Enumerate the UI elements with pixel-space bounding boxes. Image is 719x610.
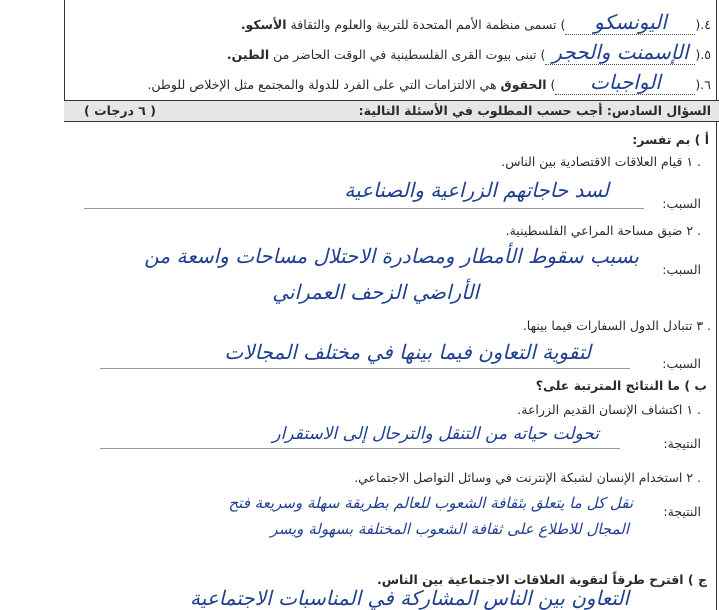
part-a-item-3-answer: لتقوية التعاون فيما بينها في مختلف المجالات	[224, 340, 591, 364]
part-a-item-1-question: . ١ قيام العلاقات الاقتصادية بين الناس.	[501, 154, 701, 169]
part-b-item-1-label: النتيجة:	[663, 436, 701, 451]
part-a-item-1-label: السبب:	[662, 196, 701, 211]
right-margin-line	[716, 0, 717, 610]
handwritten-answer: الإسمنت والحجر	[552, 40, 689, 64]
bold-term: الحقوق	[500, 77, 547, 92]
answer-line	[100, 368, 630, 369]
part-a-item-2-question: . ٢ ضيق مساحة المراعي الفلسطينية.	[505, 223, 701, 238]
part-b-item-2-answer-line-1: نقل كل ما يتعلق بثقافة الشعوب للعالم بطريقة سهلة وسريعة فتح	[228, 494, 633, 512]
part-b-item-2-label: النتيجة:	[663, 504, 701, 519]
left-margin-line	[64, 0, 65, 100]
part-a-item-2-answer-line-1: بسبب سقوط الأمطار ومصادرة الاحتلال مساحات واسعة من	[144, 244, 639, 268]
q5-item-5: ٥.(الإسمنت والحجر) تبنى بيوت القرى الفلسطينية في الوقت الحاضر من الطين.	[226, 40, 711, 64]
item-number: ٤.(	[695, 17, 711, 32]
part-a-item-3-label: السبب:	[662, 356, 701, 371]
part-c-heading: ج ) اقترح طرقاً لتقوية العلاقات الاجتماعية بين الناس.	[376, 572, 707, 587]
part-b-item-2-answer-line-2: المجال للاطلاع على ثقافة الشعوب المختلفة بسهولة ويسر	[270, 520, 629, 538]
q5-item-4: ٤.(اليونسكو) تسمى منظمة الأمم المتحدة للتربية والعلوم والثقافة الأسكو.	[240, 10, 711, 34]
handwritten-answer: اليونسكو	[594, 10, 667, 34]
answer-line	[84, 208, 644, 209]
part-a-item-3-question: . ٣ تتبادل الدول السفارات فيما بينها.	[522, 318, 711, 333]
part-c-answer: التعاون بين الناس المشاركة في المناسبات الاجتماعية	[190, 586, 629, 610]
part-b-item-1-answer: تحولت حياته من التنقل والترحال إلى الاستقرار	[272, 424, 599, 444]
statement-text: هي الالتزامات التي على الفرد للدولة والمجتمع مثل الإخلاص للوطن.	[147, 77, 497, 92]
part-b-item-2-question: . ٢ استخدام الإنسان لشبكة الإنترنت في وسائل التواصل الاجتماعي.	[354, 470, 701, 485]
statement-text: تسمى منظمة الأمم المتحدة للتربية والعلوم والثقافة	[290, 17, 557, 32]
answer-line	[100, 448, 620, 449]
bold-term: الطين.	[226, 47, 270, 62]
statement-text: تبنى بيوت القرى الفلسطينية في الوقت الحاضر من	[273, 47, 537, 62]
part-a-item-2-label: السبب:	[662, 262, 701, 277]
q5-item-6: ٦.(الواجبات) الحقوق هي الالتزامات التي على الفرد للدولة والمجتمع مثل الإخلاص للوطن.	[147, 70, 711, 94]
bold-term: الأسكو.	[240, 17, 287, 32]
part-b-item-1-question: . ١ اكتشاف الإنسان القديم الزراعة.	[517, 402, 701, 417]
part-b-heading: ب ) ما النتائج المترتبة على؟	[535, 378, 707, 393]
question-six-title: السؤال السادس: أجب حسب المطلوب في الأسئلة التالية:	[358, 103, 711, 118]
part-a-heading: أ ) بم تفسر:	[632, 132, 709, 147]
question-six-marks: ( ٦ درجات )	[84, 103, 157, 118]
handwritten-answer: الواجبات	[589, 70, 661, 94]
part-a-item-2-answer-line-2: الأراضي الزحف العمراني	[272, 280, 479, 304]
part-a-item-1-answer: لسد حاجاتهم الزراعية والصناعية	[344, 178, 609, 202]
